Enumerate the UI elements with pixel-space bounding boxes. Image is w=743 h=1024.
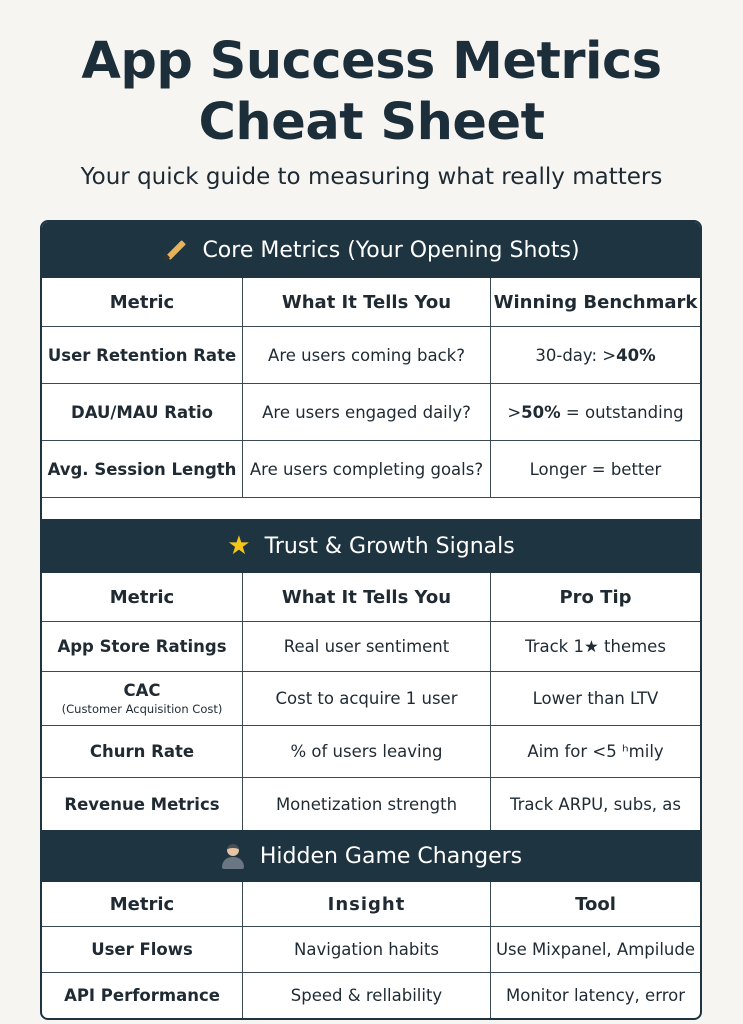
insight-cell: Navigation habits: [243, 927, 491, 972]
metric-cell: CAC (Customer Acquisition Cost): [42, 672, 243, 725]
insight-cell: % of users leaving: [243, 726, 491, 777]
page-subtitle: Your quick guide to measuring what really matters: [80, 164, 663, 190]
table-row: [42, 622, 700, 672]
benchmark-cell: Longer = better: [529, 459, 662, 479]
metric-cell: Avg. Session Length: [42, 441, 243, 497]
metric-subtext: (Customer Acquisition Cost): [61, 702, 223, 716]
column-header: Metric: [42, 573, 243, 621]
page-title-line-2: Cheat Sheet: [198, 93, 545, 152]
insight-cell: Monetization strength: [243, 778, 491, 830]
insight-cell: Are users coming back?: [243, 327, 491, 383]
metric-cell: Churn Rate: [42, 726, 243, 777]
section-core-metrics-header: [42, 222, 700, 278]
person-icon: [220, 843, 246, 869]
column-header: Tool: [575, 893, 616, 915]
pencil-icon: [162, 237, 188, 263]
pro-tip-cell: Track 1★ themes: [525, 637, 666, 656]
tool-cell: Monitor latency, error: [505, 986, 685, 1005]
table-row: [42, 327, 700, 384]
section-title: Hidden Game Changers: [259, 843, 523, 869]
table-row: [42, 973, 700, 1018]
page-title-line-1: App Success Metrics: [81, 32, 662, 91]
section-spacer: [42, 498, 700, 519]
column-header: Pro Tip: [559, 586, 632, 608]
column-header: Metric: [42, 278, 243, 326]
pro-tip-cell: Aim for <5 ʰmily: [527, 742, 664, 761]
table-row: [42, 384, 700, 441]
tool-cell: Use Mixpanel, Ampilude: [495, 940, 695, 959]
table-header-row: [42, 278, 700, 327]
table-header-row: [42, 882, 700, 927]
table-row: [42, 778, 700, 830]
insight-cell: Real user sentiment: [243, 622, 491, 671]
column-header: What It Tells You: [243, 278, 491, 326]
star-icon: ★: [227, 531, 251, 561]
insight-cell: Are users engaged daily?: [243, 384, 491, 440]
table-row: [42, 927, 700, 973]
pro-tip-cell: Track ARPU, subs, as: [509, 794, 681, 814]
metric-cell: User Retention Rate: [42, 327, 243, 383]
column-header: Insight: [243, 882, 491, 926]
section-trust-growth-header: [42, 519, 700, 573]
column-header: Metric: [42, 882, 243, 926]
table-header-row: [42, 573, 700, 622]
metric-cell: API Performance: [42, 973, 243, 1018]
section-title: Core Metrics (Your Opening Shots): [202, 237, 580, 263]
metric-cell: User Flows: [42, 927, 243, 972]
table-row: [42, 726, 700, 778]
table-row: [42, 672, 700, 726]
insight-cell: Cost to acquire 1 user: [243, 672, 491, 725]
cheat-sheet-card: [40, 220, 702, 1020]
column-header: Winning Benchmark: [493, 291, 698, 313]
table-row: [42, 441, 700, 498]
insight-cell: Are users completing goals?: [243, 441, 491, 497]
metric-cell: App Store Ratings: [42, 622, 243, 671]
section-hidden-game-changers-header: [42, 830, 700, 882]
metric-cell: Revenue Metrics: [42, 778, 243, 830]
insight-cell: Speed & rellability: [243, 973, 491, 1018]
benchmark-cell: >50% = outstanding: [507, 402, 684, 422]
column-header: What It Tells You: [243, 573, 491, 621]
pro-tip-cell: Lower than LTV: [532, 689, 659, 708]
metric-cell: DAU/MAU Ratio: [42, 384, 243, 440]
benchmark-cell: 30-day: >40%: [535, 345, 656, 365]
section-title: Trust & Growth Signals: [264, 533, 515, 559]
